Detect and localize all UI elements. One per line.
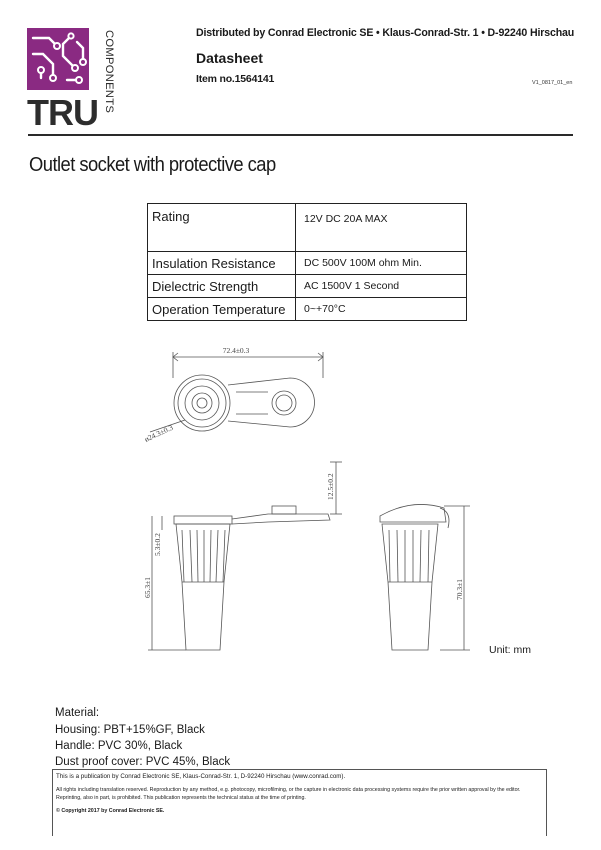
tru-components-logo [27,28,119,126]
copyright: © Copyright 2017 by Conrad Electronic SE. [56,808,165,814]
logo-components-text: COMPONENTS [103,30,115,114]
page-title: Outlet socket with protective cap [29,154,276,176]
item-number: Item no.1564141 [196,73,275,85]
dim-diameter: ø24.3±0.3 [143,422,175,444]
spec-value: AC 1500V 1 Second [296,275,467,298]
material-section [55,705,230,770]
side-view [380,504,470,650]
spec-label: Rating [148,204,296,252]
spec-label: Insulation Resistance [148,252,296,275]
dim-length: 72.4±0.3 [222,346,250,355]
technical-drawing [0,340,601,665]
dim-cap-height: 12.5±0.2 [326,473,335,500]
distributor-line: Distributed by Conrad Electronic SE • Klaus-Conrad-Str. 1 • D-92240 Hirschau [196,27,575,39]
table-row [148,298,467,321]
version-code: V1_0817_01_en [532,80,573,86]
table-row [148,275,467,298]
material-item: Dust proof cover: PVC 45%, Black [55,756,231,768]
material-item: Housing: PBT+15%GF, Black [55,724,205,736]
footer-box [52,769,547,836]
table-row [148,204,467,252]
logo-tru-text: TRU [27,92,98,126]
spec-value: DC 500V 100M ohm Min. [296,252,467,275]
dim-total-height: 70.3±1 [455,579,464,600]
material-item: Handle: PVC 30%, Black [55,740,183,752]
material-heading: Material: [55,707,100,719]
document-type: Datasheet [196,50,263,66]
table-row [148,252,467,275]
dim-flange: 5.3±0.2 [153,533,162,556]
spec-value: 0~+70°C [296,298,467,321]
spec-table [147,203,467,321]
spec-value: 12V DC 20A MAX [296,204,467,252]
rights-note: All rights including translation reserved. Reproduction by any method, e.g. photocopy, microfilming, or the capture in electronic data processing systems require the prior written approval by the editor. Reprinting, also in part, is prohibited. This publication represents the technical status at the time of printing. [56,787,521,801]
spec-label: Dielectric Strength [148,275,296,298]
top-view [150,352,323,432]
unit-label: Unit: mm [489,644,531,656]
front-view [148,462,342,650]
dim-body-height: 65.3±1 [143,577,152,598]
spec-label: Operation Temperature [148,298,296,321]
publication-note: This is a publication by Conrad Electronic SE, Klaus-Conrad-Str. 1, D-92240 Hirschau (www.conrad.com). [56,773,346,780]
header-divider [28,134,573,136]
